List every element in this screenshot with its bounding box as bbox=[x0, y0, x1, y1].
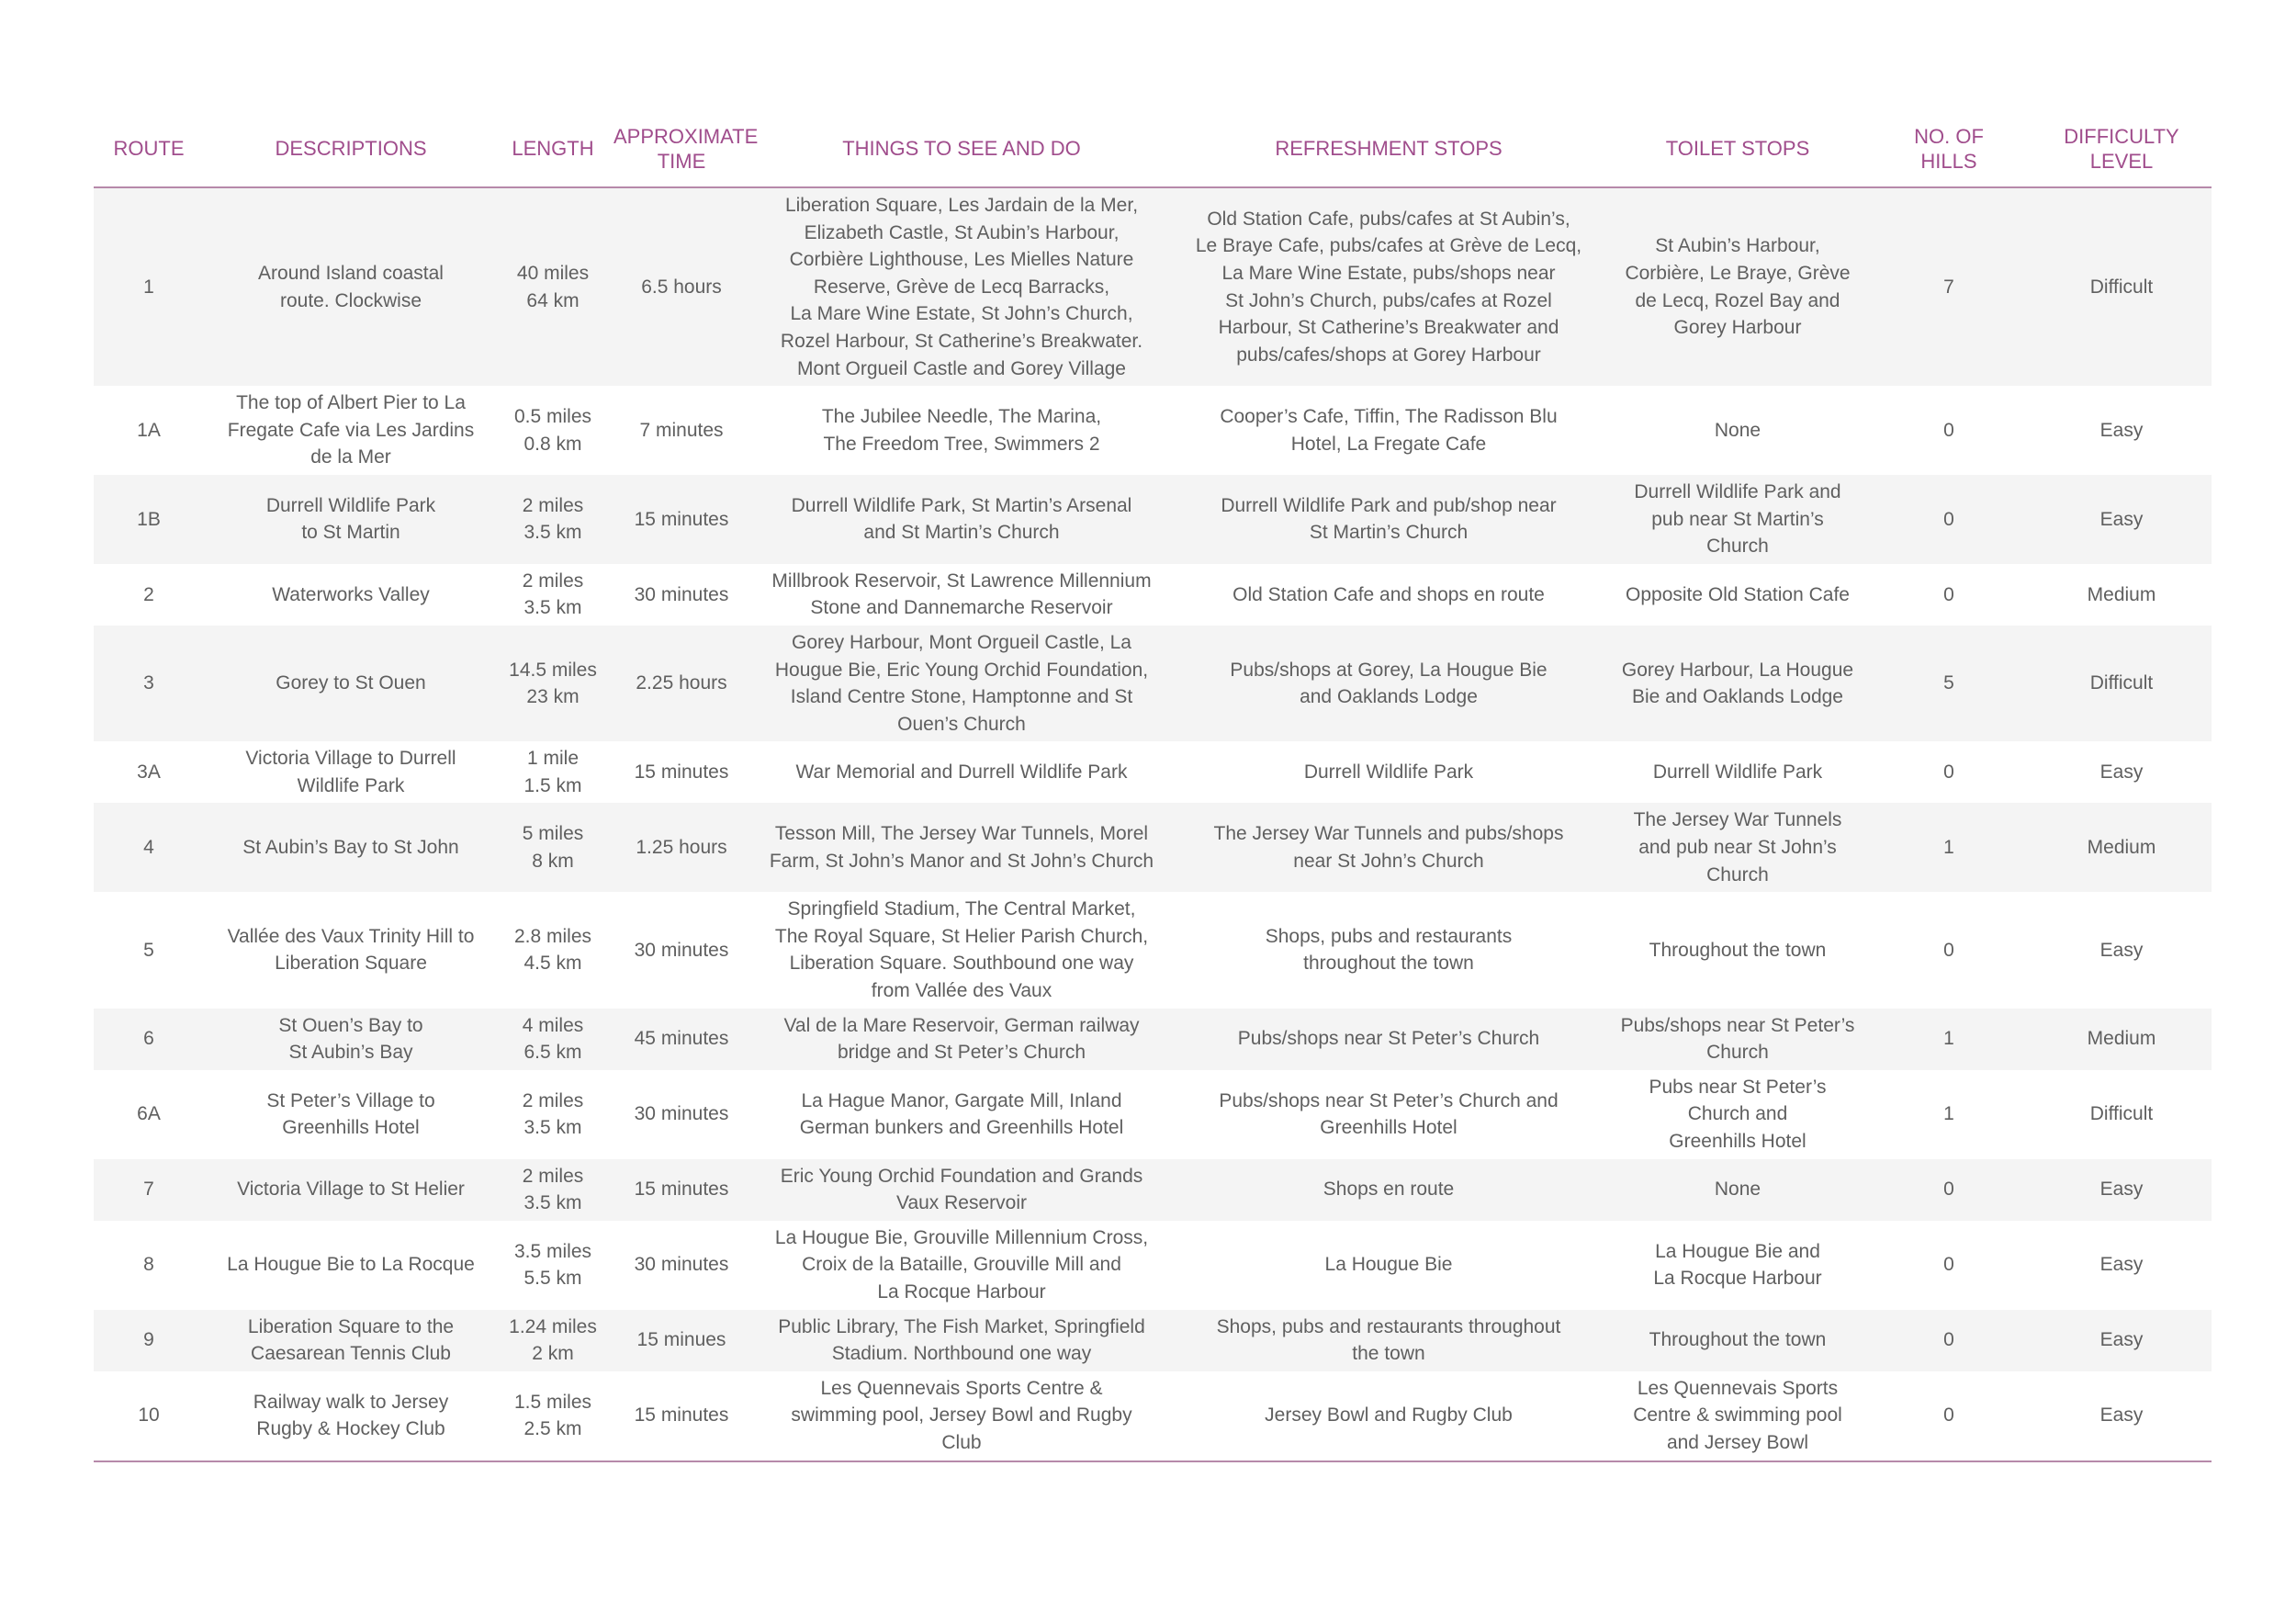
route-cell: 4 bbox=[143, 837, 154, 859]
toilet-cell: Pubs/shops near St Peter’s Church bbox=[1620, 1014, 1855, 1064]
table-row bbox=[94, 626, 2212, 741]
table-row bbox=[94, 1009, 2212, 1070]
hills-cell: 0 bbox=[1943, 1404, 1954, 1427]
hills-cell: 1 bbox=[1943, 1028, 1954, 1050]
time-cell: 30 minutes bbox=[634, 1254, 729, 1276]
toilet-cell: None bbox=[1714, 1179, 1761, 1201]
refreshment-cell: Durrell Wildlife Park and pub/shop near St Martin’s Church bbox=[1221, 494, 1557, 544]
toilet-cell: Durrell Wildlife Park and pub near St Martin’s Church bbox=[1634, 480, 1841, 558]
toilet-cell: None bbox=[1714, 419, 1761, 441]
length-cell: 2.8 miles 4.5 km bbox=[513, 925, 592, 975]
things-to-see-cell: Millbrook Reservoir, St Lawrence Millennium Stone and Dannemarche Reservoir bbox=[771, 570, 1152, 619]
difficulty-cell: Difficult bbox=[2089, 1103, 2154, 1125]
difficulty-cell: Easy bbox=[2099, 1404, 2144, 1427]
things-to-see-cell: Durrell Wildlife Park, St Martin’s Arsenal and St Martin’s Church bbox=[791, 494, 1132, 544]
route-cell: 1A bbox=[137, 419, 161, 441]
length-cell: 0.5 miles 0.8 km bbox=[513, 405, 592, 455]
table-row bbox=[94, 892, 2212, 1008]
length-cell: 1 mile 1.5 km bbox=[523, 748, 582, 796]
hills-cell: 0 bbox=[1943, 939, 1954, 961]
difficulty-cell: Difficult bbox=[2089, 276, 2154, 298]
things-to-see-cell: Tesson Mill, The Jersey War Tunnels, Morel Farm, St John’s Manor and St John’s Church bbox=[769, 823, 1154, 872]
toilet-cell: La Hougue Bie and La Rocque Harbour bbox=[1653, 1240, 1822, 1290]
refreshment-cell: La Hougue Bie bbox=[1324, 1254, 1453, 1276]
length-cell: 1.5 miles 2.5 km bbox=[513, 1391, 592, 1440]
header-length: LENGTH bbox=[498, 110, 608, 187]
table-row bbox=[94, 1221, 2212, 1310]
table-body bbox=[94, 187, 2212, 1461]
time-cell: 15 minutes bbox=[634, 1404, 729, 1427]
table-row bbox=[94, 1159, 2212, 1221]
things-to-see-cell: Liberation Square, Les Jardain de la Mer, Elizabeth Castle, St Aubin’s Harbour, Corbière Lighthouse, Les Mielles Nature Reserve, Grève de Lecq Barracks, La Mare Wine Estate, St John’s Church, Rozel Harbour, St Catherine’s Breakwater. Mont Orgueil Castle and Gorey Village bbox=[780, 195, 1143, 379]
length-cell: 5 miles 8 km bbox=[522, 823, 584, 872]
routes-table-container bbox=[94, 110, 2212, 1462]
cycle-routes-table bbox=[94, 110, 2212, 1462]
hills-cell: 0 bbox=[1943, 508, 1954, 530]
refreshment-cell: Old Station Cafe and shops en route bbox=[1232, 583, 1545, 605]
table-row bbox=[94, 1070, 2212, 1159]
route-cell: 5 bbox=[143, 939, 154, 961]
toilet-cell: St Aubin’s Harbour, Corbière, Le Braye, Grève de Lecq, Rozel Bay and Gorey Harbour bbox=[1625, 235, 1851, 339]
table-row bbox=[94, 803, 2212, 892]
time-cell: 30 minutes bbox=[634, 1103, 729, 1125]
things-to-see-cell: Gorey Harbour, Mont Orgueil Castle, La Hougue Bie, Eric Young Orchid Foundation, Island Centre Stone, Hamptonne and St Ouen’s Church bbox=[774, 631, 1149, 735]
route-cell: 1B bbox=[137, 508, 161, 530]
description-cell: St Peter’s Village to Greenhills Hotel bbox=[266, 1089, 435, 1139]
description-cell: Gorey to St Ouen bbox=[276, 672, 426, 694]
table-row bbox=[94, 187, 2212, 386]
hills-cell: 5 bbox=[1943, 672, 1954, 694]
toilet-cell: Les Quennevais Sports Centre & swimming pool and Jersey Bowl bbox=[1633, 1377, 1842, 1453]
header-things-to-see: THINGS TO SEE AND DO bbox=[755, 110, 1168, 187]
difficulty-cell: Easy bbox=[2099, 761, 2144, 784]
refreshment-cell: Jersey Bowl and Rugby Club bbox=[1265, 1404, 1513, 1427]
header-descriptions: DESCRIPTIONS bbox=[204, 110, 498, 187]
time-cell: 15 minutes bbox=[634, 508, 729, 530]
header-difficulty-level: DIFFICULTY LEVEL bbox=[2032, 110, 2212, 187]
length-cell: 14.5 miles 23 km bbox=[509, 659, 597, 708]
header-refreshment-stops: REFRESHMENT STOPS bbox=[1168, 110, 1609, 187]
things-to-see-cell: La Hague Manor, Gargate Mill, Inland German bunkers and Greenhills Hotel bbox=[799, 1089, 1124, 1139]
toilet-cell: Pubs near St Peter’s Church and Greenhills Hotel bbox=[1649, 1076, 1827, 1152]
difficulty-cell: Medium bbox=[2087, 583, 2156, 605]
things-to-see-cell: Les Quennevais Sports Centre & swimming pool, Jersey Bowl and Rugby Club bbox=[791, 1377, 1132, 1453]
difficulty-cell: Easy bbox=[2099, 508, 2144, 530]
route-cell: 6A bbox=[137, 1103, 161, 1125]
toilet-cell: Durrell Wildlife Park bbox=[1652, 761, 1823, 784]
table-row bbox=[94, 1371, 2212, 1461]
things-to-see-cell: War Memorial and Durrell Wildlife Park bbox=[795, 761, 1128, 784]
difficulty-cell: Easy bbox=[2099, 939, 2144, 961]
things-to-see-cell: Val de la Mare Reservoir, German railway bridge and St Peter’s Church bbox=[783, 1014, 1140, 1064]
description-cell: St Aubin’s Bay to St John bbox=[242, 837, 459, 859]
difficulty-cell: Easy bbox=[2099, 1179, 2144, 1201]
refreshment-cell: Shops, pubs and restaurants throughout the town bbox=[1265, 925, 1513, 975]
route-cell: 8 bbox=[143, 1254, 154, 1276]
table-row bbox=[94, 741, 2212, 803]
description-cell: Victoria Village to St Helier bbox=[237, 1179, 465, 1201]
length-cell: 2 miles 3.5 km bbox=[522, 1165, 584, 1214]
things-to-see-cell: La Hougue Bie, Grouville Millennium Cross, Croix de la Bataille, Grouville Mill and La Rocque Harbour bbox=[774, 1226, 1149, 1303]
description-cell: Durrell Wildlife Park to St Martin bbox=[265, 494, 436, 544]
time-cell: 45 minutes bbox=[634, 1028, 729, 1050]
refreshment-cell: Pubs/shops near St Peter’s Church and Greenhills Hotel bbox=[1219, 1089, 1559, 1139]
header-toilet-stops: TOILET STOPS bbox=[1609, 110, 1866, 187]
route-cell: 6 bbox=[143, 1028, 154, 1050]
time-cell: 2.25 hours bbox=[636, 672, 727, 694]
header-no-of-hills: NO. OF HILLS bbox=[1866, 110, 2032, 187]
table-row bbox=[94, 1310, 2212, 1371]
toilet-cell: Throughout the town bbox=[1649, 939, 1827, 961]
hills-cell: 0 bbox=[1943, 761, 1954, 784]
refreshment-cell: Durrell Wildlife Park bbox=[1303, 761, 1474, 784]
things-to-see-cell: The Jubilee Needle, The Marina, The Freedom Tree, Swimmers 2 bbox=[821, 405, 1102, 455]
things-to-see-cell: Public Library, The Fish Market, Springfield Stadium. Northbound one way bbox=[778, 1315, 1145, 1365]
time-cell: 30 minutes bbox=[634, 583, 729, 605]
header-route: ROUTE bbox=[94, 110, 204, 187]
route-cell: 3A bbox=[137, 761, 161, 784]
route-cell: 7 bbox=[143, 1179, 154, 1201]
time-cell: 7 minutes bbox=[639, 419, 724, 441]
header-approximate-time: APPROXIMATE TIME bbox=[608, 110, 755, 187]
time-cell: 30 minutes bbox=[634, 939, 729, 961]
length-cell: 4 miles 6.5 km bbox=[522, 1014, 584, 1064]
length-cell: 2 miles 3.5 km bbox=[522, 494, 584, 544]
time-cell: 15 minues bbox=[636, 1329, 726, 1351]
difficulty-cell: Difficult bbox=[2089, 672, 2154, 694]
description-cell: Liberation Square to the Caesarean Tennis Club bbox=[247, 1315, 455, 1365]
hills-cell: 0 bbox=[1943, 1254, 1954, 1276]
refreshment-cell: Old Station Cafe, pubs/cafes at St Aubin’s, Le Braye Cafe, pubs/cafes at Grève de Lecq, La Mare Wine Estate, pubs/shops near St John’s Church, pubs/cafes at Rozel Harbour, St Catherine’s Breakwater and pubs/cafes/shops at Gorey Harbour bbox=[1195, 208, 1582, 366]
route-cell: 1 bbox=[143, 276, 154, 298]
table-row bbox=[94, 386, 2212, 475]
time-cell: 15 minutes bbox=[634, 1179, 729, 1201]
length-cell: 3.5 miles 5.5 km bbox=[513, 1240, 592, 1290]
description-cell: St Ouen’s Bay to St Aubin’s Bay bbox=[278, 1014, 423, 1064]
description-cell: Vallée des Vaux Trinity Hill to Liberation Square bbox=[227, 925, 475, 975]
difficulty-cell: Easy bbox=[2099, 1329, 2144, 1351]
time-cell: 6.5 hours bbox=[641, 276, 722, 298]
route-cell: 3 bbox=[143, 672, 154, 694]
refreshment-cell: Pubs/shops near St Peter’s Church bbox=[1237, 1028, 1540, 1050]
toilet-cell: Gorey Harbour, La Hougue Bie and Oaklands Lodge bbox=[1621, 659, 1854, 708]
table-header-row bbox=[94, 110, 2212, 187]
refreshment-cell: Cooper’s Cafe, Tiffin, The Radisson Blu Hotel, La Fregate Cafe bbox=[1220, 405, 1558, 455]
hills-cell: 0 bbox=[1943, 419, 1954, 441]
description-cell: Victoria Village to Durrell Wildlife Park bbox=[245, 748, 456, 796]
difficulty-cell: Easy bbox=[2099, 1254, 2144, 1276]
route-cell: 2 bbox=[143, 583, 154, 605]
toilet-cell: Opposite Old Station Cafe bbox=[1626, 583, 1850, 605]
description-cell: Railway walk to Jersey Rugby & Hockey Club bbox=[253, 1391, 449, 1440]
hills-cell: 0 bbox=[1943, 1329, 1954, 1351]
length-cell: 2 miles 3.5 km bbox=[522, 570, 584, 619]
table-row bbox=[94, 564, 2212, 626]
time-cell: 1.25 hours bbox=[636, 837, 727, 859]
hills-cell: 0 bbox=[1943, 1179, 1954, 1201]
hills-cell: 1 bbox=[1943, 837, 1954, 859]
toilet-cell: The Jersey War Tunnels and pub near St John’s Church bbox=[1633, 809, 1842, 885]
table-row bbox=[94, 475, 2212, 564]
description-cell: The top of Albert Pier to La Fregate Cafe via Les Jardins de la Mer bbox=[227, 392, 475, 468]
difficulty-cell: Medium bbox=[2087, 837, 2156, 859]
refreshment-cell: Shops, pubs and restaurants throughout the town bbox=[1216, 1315, 1561, 1365]
difficulty-cell: Easy bbox=[2099, 419, 2144, 441]
hills-cell: 1 bbox=[1943, 1103, 1954, 1125]
time-cell: 15 minutes bbox=[634, 761, 729, 784]
refreshment-cell: The Jersey War Tunnels and pubs/shops near St John’s Church bbox=[1213, 823, 1564, 872]
description-cell: Waterworks Valley bbox=[272, 583, 430, 605]
toilet-cell: Throughout the town bbox=[1649, 1329, 1827, 1351]
length-cell: 40 miles 64 km bbox=[516, 262, 590, 311]
refreshment-cell: Shops en route bbox=[1322, 1179, 1455, 1201]
route-cell: 9 bbox=[143, 1329, 154, 1351]
things-to-see-cell: Eric Young Orchid Foundation and Grands Vaux Reservoir bbox=[780, 1165, 1143, 1214]
difficulty-cell: Medium bbox=[2087, 1028, 2156, 1050]
description-cell: Around Island coastal route. Clockwise bbox=[258, 262, 444, 311]
length-cell: 2 miles 3.5 km bbox=[522, 1089, 584, 1139]
description-cell: La Hougue Bie to La Rocque bbox=[227, 1254, 475, 1276]
hills-cell: 0 bbox=[1943, 583, 1954, 605]
route-cell: 10 bbox=[138, 1404, 160, 1427]
things-to-see-cell: Springfield Stadium, The Central Market, The Royal Square, St Helier Parish Church, Liberation Square. Southbound one way from Vallée des Vaux bbox=[774, 898, 1149, 1002]
length-cell: 1.24 miles 2 km bbox=[509, 1315, 597, 1365]
refreshment-cell: Pubs/shops at Gorey, La Hougue Bie and Oaklands Lodge bbox=[1230, 659, 1548, 708]
hills-cell: 7 bbox=[1943, 276, 1954, 298]
